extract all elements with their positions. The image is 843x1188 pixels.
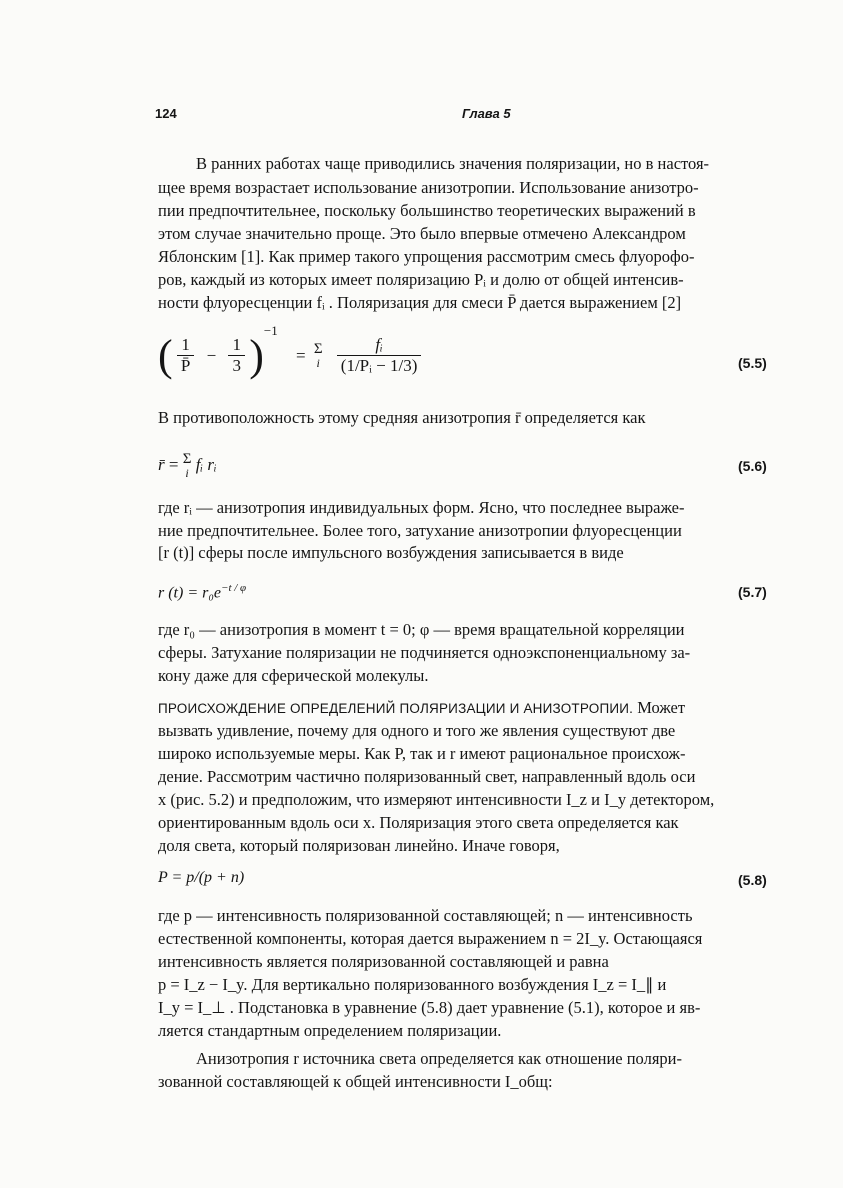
text-line: ПРОИСХОЖДЕНИЕ ОПРЕДЕЛЕНИЙ ПОЛЯРИЗАЦИИ И АНИЗОТРОПИИ. Может: [158, 698, 686, 717]
text-line: широко используемые меры. Как P, так и r имеют рациональное происхож-: [158, 744, 686, 763]
text-line: ров, каждый из которых имеет поляризацию Pᵢ и долю от общей интенсив-: [158, 270, 684, 289]
text-line: I_y = I_⊥ . Подстановка в уравнение (5.8) дает уравнение (5.1), которое и яв-: [158, 998, 701, 1017]
summation: Σ i: [313, 340, 323, 370]
text-line: щее время возрастает использование анизотропии. Использование анизотро-: [158, 178, 699, 197]
equation-5-6: r̄ = Σ i fᵢ rᵢ: [158, 451, 217, 480]
text-line: p = I_z − I_y. Для вертикально поляризованного возбуждения I_z = I_∥ и: [158, 975, 667, 994]
fraction: $\frac{\text{fᵢ}}{\text{(1/Pᵢ − 1/3)}}$: [337, 335, 422, 376]
text-line: где p — интенсивность поляризованной составляющей; n — интенсивность: [158, 906, 693, 925]
text-line: Яблонским [1]. Как пример такого упрощения рассмотрим смесь флуорофо-: [158, 247, 695, 266]
text-line: интенсивность является поляризованной составляющей и равна: [158, 952, 609, 971]
equation-5-5: ( $\frac{1}{P̄}$ − $\frac{1}{3}$ )$^{-1}$ = Σ i $\frac{\text{fᵢ}}{\text{(1/Pᵢ − 1/3)}}$: [158, 330, 421, 381]
text-line: кону даже для сферической молекулы.: [158, 666, 429, 685]
text-line: вызвать удивление, почему для одного и того же явления существуют две: [158, 721, 676, 740]
text-line: В противоположность этому средняя анизотропия r̄ определяется как: [158, 408, 646, 427]
equation-label: (5.8): [738, 872, 767, 888]
text-line: ляется стандартным определением поляризации.: [158, 1021, 502, 1040]
running-head: Глава 5: [462, 106, 511, 121]
text-line: x (рис. 5.2) и предположим, что измеряют интенсивности I_z и I_y детектором,: [158, 790, 715, 809]
fraction: $\frac{1}{P̄}$: [177, 335, 194, 376]
text-line: зованной составляющей к общей интенсивности I_общ:: [158, 1072, 553, 1091]
equation-5-7: r $(t) = r_0e^{-t / \varphi}$: [158, 582, 247, 602]
summation: Σ i: [182, 451, 192, 480]
equation-label: (5.5): [738, 355, 767, 371]
equation-label: (5.6): [738, 458, 767, 474]
text-line: пии предпочтительнее, поскольку большинство теоретических выражений в: [158, 201, 696, 220]
equation-5-8: P = p/(p + n): [158, 869, 245, 886]
fraction: $\frac{1}{3}$: [228, 335, 245, 376]
text-line: [r (t)] сферы после импульсного возбуждения записывается в виде: [158, 543, 624, 562]
text-line: доля света, который поляризован линейно. Иначе говоря,: [158, 836, 560, 855]
text-line: Анизотропия r источника света определяется как отношение поляри-: [196, 1049, 682, 1068]
text-line: ние предпочтительнее. Более того, затухание анизотропии флуоресценции: [158, 521, 682, 540]
text-line: где rᵢ — анизотропия индивидуальных форм. Ясно, что последнее выраже-: [158, 498, 685, 517]
text-line: этом случае значительно проще. Это было впервые отмечено Александром: [158, 224, 686, 243]
text-line: сферы. Затухание поляризации не подчиняется одноэкспоненциальному за-: [158, 643, 691, 662]
equation-label: (5.7): [738, 584, 767, 600]
text-line: ности флуоресценции fᵢ . Поляризация для смеси P̄ дается выражением [2]: [158, 293, 682, 312]
section-heading: ПРОИСХОЖДЕНИЕ ОПРЕДЕЛЕНИЙ ПОЛЯРИЗАЦИИ И АНИЗОТРОПИИ.: [158, 701, 634, 716]
page-number: 124: [155, 106, 177, 121]
text-line: дение. Рассмотрим частично поляризованный свет, направленный вдоль оси: [158, 767, 696, 786]
text-line: где r₀ — анизотропия в момент t = 0; φ — время вращательной корреляции: [158, 620, 685, 639]
text-line: ориентированным вдоль оси x. Поляризация этого света определяется как: [158, 813, 679, 832]
text-line: В ранних работах чаще приводились значения поляризации, но в настоя-: [196, 154, 710, 173]
text-line: естественной компоненты, которая дается выражением n = 2I_y. Остающаяся: [158, 929, 703, 948]
